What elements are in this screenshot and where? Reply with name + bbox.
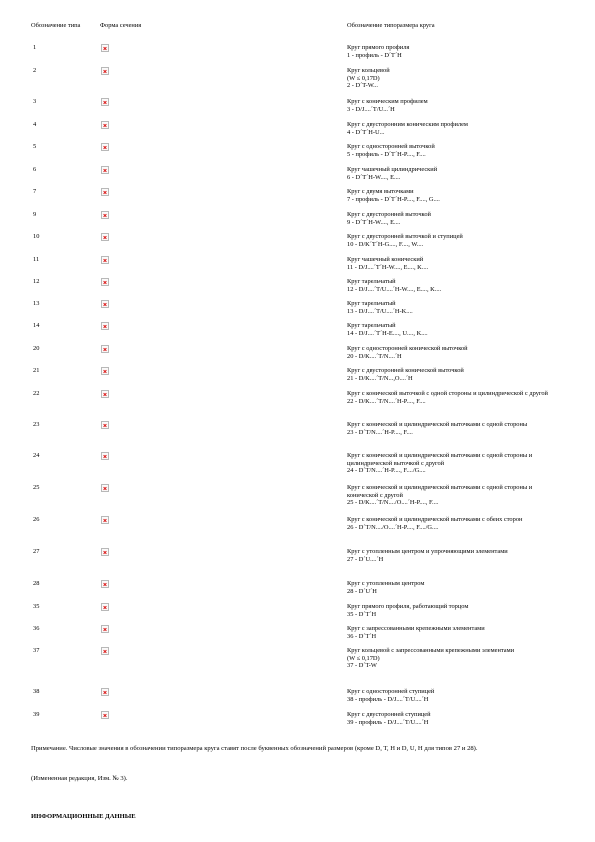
designation-line: 36 - D´T´H — [347, 632, 377, 640]
designation-line: Круг кольцевой — [347, 67, 390, 74]
type-number: 6 — [33, 166, 37, 173]
designation-line: Круг тарельчатый — [347, 300, 396, 307]
designation-line: Круг с двусторонним коническим профилем — [347, 121, 468, 128]
broken-image-icon — [101, 548, 109, 556]
designation-line: 25 - D/K....´T/N..../O....´H-P...., F.... — [347, 499, 439, 507]
designation-cell — [347, 452, 562, 475]
broken-image-icon — [101, 188, 109, 196]
broken-image-icon — [101, 143, 109, 151]
designation-cell — [347, 143, 562, 158]
designation-line: Круг с утопленным центром и упрочняющими элементами — [347, 548, 508, 555]
designation-line: 14 - D/J....´T´H-E...., U...., K.... — [347, 329, 428, 337]
type-number: 1 — [33, 44, 37, 51]
designation-line: 13 - D/J....´T/U....´H-K.... — [347, 307, 413, 315]
broken-image-icon — [101, 44, 109, 52]
broken-image-icon — [101, 390, 109, 398]
type-number: 20 — [33, 345, 40, 352]
broken-image-icon — [101, 421, 109, 429]
designation-cell — [347, 322, 562, 337]
type-number: 39 — [33, 711, 40, 718]
designation-line: Круг с конической и цилиндрической выточками с обеих сторон — [347, 516, 523, 523]
type-number: 27 — [33, 548, 40, 555]
designation-cell — [347, 345, 562, 360]
type-number: 11 — [33, 256, 40, 263]
designation-line: Круг с двусторонней ступицей — [347, 711, 431, 718]
designation-line: Круг с коническим профилем — [347, 98, 428, 105]
designation-cell — [347, 390, 562, 405]
designation-line: Круг с запрессованными крепежными элементами — [347, 625, 485, 632]
designation-line: 23 - D´T/N....´H-P...., F.... — [347, 428, 413, 436]
designation-line: Круг чашечный цилиндрический — [347, 166, 438, 173]
designation-cell — [347, 688, 562, 703]
designation-cell — [347, 44, 562, 59]
type-number: 9 — [33, 211, 37, 218]
type-number: 3 — [33, 98, 37, 105]
type-number: 4 — [33, 121, 37, 128]
designation-line: 20 - D/K....´T/N....´H — [347, 352, 402, 360]
designation-cell — [347, 647, 562, 670]
designation-cell — [347, 421, 562, 436]
designation-cell — [347, 188, 562, 203]
header-type: Обозначение типа — [31, 22, 81, 29]
broken-image-icon — [101, 603, 109, 611]
designation-cell — [347, 548, 562, 563]
designation-line: Круг с конической и цилиндрической выточками с одной стороны — [347, 421, 528, 428]
type-number: 5 — [33, 143, 37, 150]
designation-line: 6 - D´T´H-W...., E.... — [347, 173, 401, 181]
info-heading: ИНФОРМАЦИОННЫЕ ДАННЫЕ — [31, 813, 136, 820]
designation-cell — [347, 166, 562, 181]
broken-image-icon — [101, 452, 109, 460]
broken-image-icon — [101, 166, 109, 174]
broken-image-icon — [101, 345, 109, 353]
broken-image-icon — [101, 211, 109, 219]
type-number: 12 — [33, 278, 40, 285]
designation-line: 7 - профиль - D´T´H-P...., F...., G.... — [347, 195, 440, 203]
designation-line: Круг с конической и цилиндрической выточками с одной стороны и конической с другой — [347, 484, 533, 499]
designation-line: Круг с двумя выточками — [347, 188, 414, 195]
broken-image-icon — [101, 98, 109, 106]
type-number: 21 — [33, 367, 40, 374]
designation-cell — [347, 516, 562, 531]
designation-cell — [347, 211, 562, 226]
type-number: 35 — [33, 603, 40, 610]
designation-cell — [347, 256, 562, 271]
designation-line: 10 - D/K´T´H-G...., F...., W.... — [347, 240, 424, 248]
designation-line: Круг с двусторонней конической выточкой — [347, 367, 464, 374]
designation-line: 38 - профиль - D/J....´T/U....´H — [347, 695, 429, 703]
designation-cell — [347, 98, 562, 113]
broken-image-icon — [101, 484, 109, 492]
designation-line: 3 - D/J....´T/U...´H — [347, 105, 395, 113]
broken-image-icon — [101, 121, 109, 129]
type-number: 7 — [33, 188, 37, 195]
designation-line: 35 - D´T´H — [347, 610, 377, 618]
broken-image-icon — [101, 278, 109, 286]
type-number: 14 — [33, 322, 40, 329]
broken-image-icon — [101, 688, 109, 696]
designation-line: Круг с односторонней выточкой — [347, 143, 435, 150]
header-form: Форма сечения — [100, 22, 142, 29]
designation-line: 5 - профиль - D´T´H-P...., F.... — [347, 150, 426, 158]
designation-line: Круг с конической выточкой с одной стороны и цилиндрической с другой — [347, 390, 548, 397]
designation-line: Круг с двусторонней выточкой и ступицей — [347, 233, 463, 240]
type-number: 26 — [33, 516, 40, 523]
type-number: 23 — [33, 421, 40, 428]
type-number: 2 — [33, 67, 37, 74]
designation-cell — [347, 67, 562, 90]
type-number: 25 — [33, 484, 40, 491]
designation-line: 11 - D/J....´T´H-W...., E...., K.... — [347, 263, 429, 271]
designation-line: 1 - профиль - D´T´H — [347, 51, 402, 59]
designation-line: Круг с односторонней конической выточкой — [347, 345, 468, 352]
designation-line: 12 - D/J....´T/U....´H-W...., E...., K.... — [347, 285, 442, 293]
designation-cell — [347, 580, 562, 595]
designation-line: 4 - D´T´H-U... — [347, 128, 385, 136]
designation-line: Круг прямого профиля, работающий торцом — [347, 603, 469, 610]
designation-line: Круг с односторонней ступицей — [347, 688, 435, 695]
type-number: 22 — [33, 390, 40, 397]
broken-image-icon — [101, 647, 109, 655]
designation-cell — [347, 711, 562, 726]
designation-cell — [347, 603, 562, 618]
broken-image-icon — [101, 233, 109, 241]
designation-line: Круг с конической и цилиндрической выточками с одной стороны и цилиндрической выточкой с другой — [347, 452, 533, 467]
designation-line: Круг прямого профиля — [347, 44, 410, 51]
designation-cell — [347, 121, 562, 136]
designation-line: Круг кольцевой с запрессованными крепежными элементами — [347, 647, 515, 654]
designation-line: 26 - D´T/N..../O....´H-P...., F..../G.... — [347, 523, 439, 531]
designation-cell — [347, 484, 562, 507]
designation-cell — [347, 278, 562, 293]
designation-line: 2 - D´T-W... — [347, 82, 378, 90]
designation-cell — [347, 625, 562, 640]
broken-image-icon — [101, 256, 109, 264]
designation-line: 37 - D´T-W — [347, 662, 377, 670]
type-number: 36 — [33, 625, 40, 632]
designation-line: 21 - D/K....´T/N...,O....´H — [347, 374, 413, 382]
designation-line: Круг тарельчатый — [347, 322, 396, 329]
designation-cell — [347, 233, 562, 248]
designation-line: Круг с утопленным центром — [347, 580, 425, 587]
broken-image-icon — [101, 516, 109, 524]
broken-image-icon — [101, 625, 109, 633]
broken-image-icon — [101, 322, 109, 330]
type-number: 38 — [33, 688, 40, 695]
designation-line: 22 - D/K....´T/N....´H-P...., F.... — [347, 397, 426, 405]
designation-line: (W ≤ 0,17D) — [347, 654, 380, 662]
broken-image-icon — [101, 580, 109, 588]
designation-line: 27 - D´U....´H — [347, 555, 384, 563]
type-number: 37 — [33, 647, 40, 654]
broken-image-icon — [101, 711, 109, 719]
change-note: (Измененная редакция, Изм. № 3). — [31, 775, 128, 782]
designation-line: Круг чашечный конический — [347, 256, 424, 263]
designation-cell — [347, 367, 562, 382]
designation-line: (W ≤ 0,17D) — [347, 74, 380, 82]
type-number: 10 — [33, 233, 40, 240]
type-number: 24 — [33, 452, 40, 459]
designation-line: Круг тарельчатый — [347, 278, 396, 285]
designation-line: 24 - D´T/N....´H-P...., F..../G.... — [347, 467, 426, 475]
broken-image-icon — [101, 300, 109, 308]
designation-line: 9 - D´T´H-W...., E.... — [347, 218, 401, 226]
broken-image-icon — [101, 67, 109, 75]
type-number: 28 — [33, 580, 40, 587]
designation-line: 39 - профиль - D/J....´T/U....´H — [347, 718, 429, 726]
note-text: Примечание. Числовые значения в обозначении типоразмера круга ставят после буквенных обозначений размеров (кроме D, T, H и D, U, H для типов 27 и 28). — [31, 745, 478, 752]
type-number: 13 — [33, 300, 40, 307]
designation-cell — [347, 300, 562, 315]
designation-line: 28 - D´U´H — [347, 587, 377, 595]
designation-line: Круг с двусторонней выточкой — [347, 211, 431, 218]
broken-image-icon — [101, 367, 109, 375]
header-designation: Обозначение типоразмера круга — [347, 22, 435, 29]
